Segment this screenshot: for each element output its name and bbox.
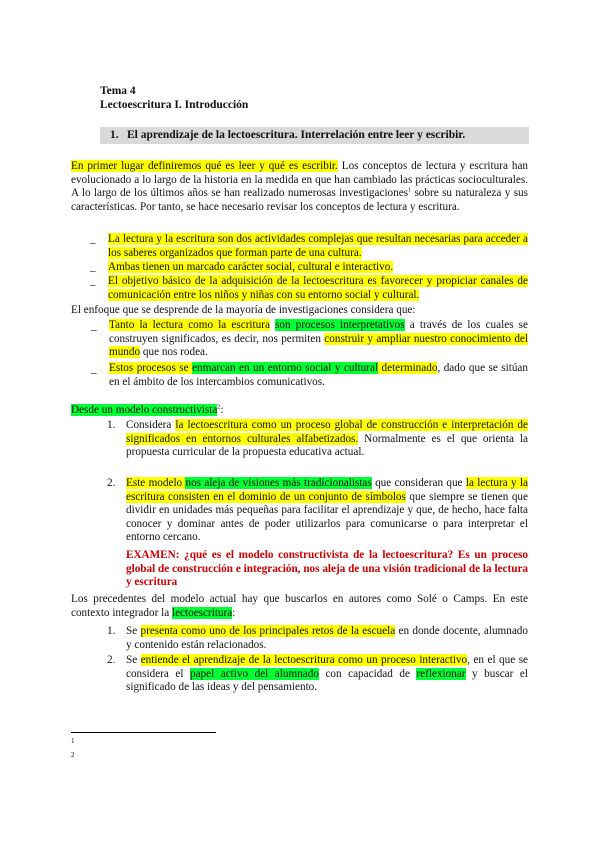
intro-highlight: En primer lugar definiremos qué es leer y qué es escribir. xyxy=(71,160,338,172)
footnote-ref-1: 1 xyxy=(408,187,412,194)
list-number: 2. xyxy=(107,654,116,666)
bullet-dash: _ xyxy=(90,233,96,245)
section-title-bar xyxy=(100,127,529,144)
list1-item-1: Considera la lectoescritura como un proceso global de construcción e interpretación de significados en entornos culturales alfabetizados. Normalmente es el que orienta la propuesta curricular de la propuesta educativa actual. xyxy=(126,419,528,459)
section-title: El aprendizaje de la lectoescritura. Interrelación entre leer y escribir. xyxy=(127,129,466,141)
bullet-dash: _ xyxy=(91,320,97,332)
bullet2-item-1: Tanto la lectura como la escritura son procesos interpretativos a través de los cuales se construyen significados, es decir, nos permiten construir y ampliar nuestro conocimiento del mundo que nos rodea. xyxy=(109,319,528,359)
list1-item-2: Este modelo nos aleja de visiones más tradicionalistas que consideran que la lectura y la escritura consisten en el dominio de un conjunto de símbolos que siempre se tienen que dividir en unidades más pequeñas para facilitar el aprendizaje y que, de hecho, hace falta conocer y dominar antes de poder utilizarlos para comunicarse o para interpretar el entorno cercano. xyxy=(126,477,528,544)
footnote-2: 2 xyxy=(71,751,75,759)
bullet-dash: _ xyxy=(90,261,96,273)
bullet-dash: _ xyxy=(90,275,96,287)
examen-note: EXAMEN: ¿qué es el modelo constructivista de la lectoescritura? Es un proceso global de construcción e integración, nos aleja de una visión tradicional de la lectura y escritura xyxy=(126,549,528,589)
tema-heading: Tema 4 xyxy=(100,85,136,97)
footnote-separator xyxy=(71,732,216,733)
list-number: 2. xyxy=(107,477,116,489)
bullet2-item-2: Estos procesos se enmarcan en un entorno social y cultural determinado, dado que se sitúan en el ámbito de los intercambios comunicativos. xyxy=(109,362,528,388)
list2-item-1: Se presenta como uno de los principales retos de la escuela en donde docente, alumnado y contenido están relacionados. xyxy=(126,625,528,651)
footnote-ref-2: 2 xyxy=(217,404,221,411)
list2-item-2: Se entiende el aprendizaje de la lectoescritura como un proceso interactivo, en el que se considera el papel activo del alumnado con capacidad de reflexionar y buscar el significado de las ideas y del pensamiento. xyxy=(126,654,529,694)
intro-paragraph: En primer lugar definiremos qué es leer y qué es escribir. Los conceptos de lectura y escritura han evolucionado a lo largo de la historia en la medida en que han cambiado las prácticas socioculturales. A lo largo de los últimos años se han realizado numerosas investigaciones$^1$ sobre su naturaleza y sus características. Por tanto, se hace necesario revisar los conceptos de lectura y escritura. xyxy=(71,160,529,213)
subtitle-heading: Lectoescritura I. Introducción xyxy=(100,99,249,111)
footnote-1: 1 xyxy=(71,737,75,745)
list-number: 1. xyxy=(107,625,116,637)
enfoque-line: El enfoque que se desprende de la mayoría de investigaciones considera que: xyxy=(71,304,416,316)
section-number: 1. xyxy=(110,129,119,141)
constructivista-label: Desde un modelo constructivista$^2$: xyxy=(71,404,224,416)
bullet-item-1: La lectura y la escritura son dos actividades complejas que resultan necesarias para acceder a los saberes organizados que forman parte de una cultura. xyxy=(108,233,528,259)
bullet-item-2: Ambas tienen un marcado carácter social, cultural e interactivo. xyxy=(108,261,394,273)
precedentes-paragraph: Los precedentes del modelo actual hay que buscarlos en autores como Solé o Camps. En este contexto integrador la lectoescritura: xyxy=(71,593,528,619)
bullet-dash: _ xyxy=(91,363,97,375)
bullet-item-3: El objetivo básico de la adquisición de la lectoescritura es favorecer y propiciar canales de comunicación entre los niños y niñas con su entorno social y cultural. xyxy=(108,275,528,301)
list-number: 1. xyxy=(107,419,116,431)
